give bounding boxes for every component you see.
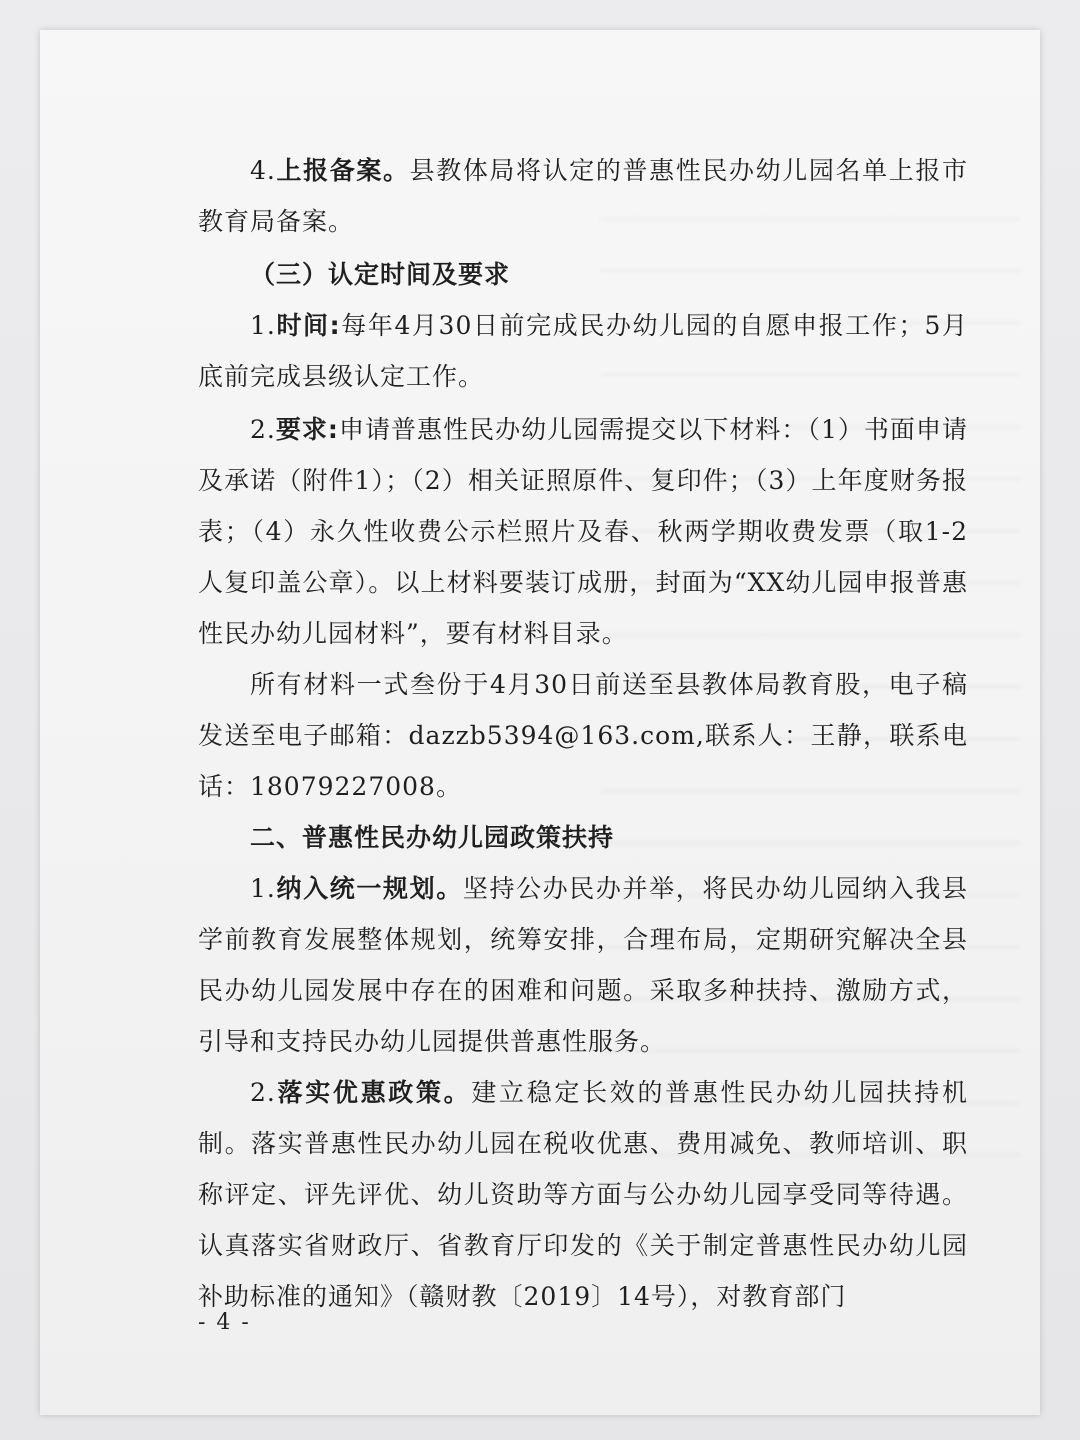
item-keyword: 纳入统一规划。 [275,874,463,903]
item-number: 1. [250,874,276,903]
paragraph-submission: 所有材料一式叁份于4月30日前送至县教体局教育股，电子稿发送至电子邮箱：dazzb5394@163.com,联系人：王静，联系电话：18079227008。 [198,670,968,801]
section-heading-three: （三）认定时间及要求 [250,260,511,289]
item-text: 县教体局将认定的普惠性民办幼儿园名单上报市教育局备案。 [198,156,968,236]
item-text: 建立稳定长效的普惠性民办幼儿园扶持机制。落实普惠性民办幼儿园在税收优惠、费用减免、教师培训、职称评定、评先评优、幼儿资助等方面与公办幼儿园享受同等待遇。认真落实省财政厅、省教育厅印发的《关于制定普惠性民办幼儿园补助标准的通知》（赣财教〔2019〕14号），对教育部门 [198,1078,968,1311]
item-keyword: 要求: [275,415,339,444]
paragraph-unified-planning [198,863,968,1067]
item-keyword: 落实优惠政策。 [275,1078,472,1107]
item-number: 1. [250,311,276,340]
page-number: - 4 - [198,1310,251,1335]
item-number: 2. [250,415,276,444]
item-keyword: 上报备案。 [275,156,410,185]
paragraph-requirements [198,404,968,659]
item-text: 每年4月30日前完成民办幼儿园的自愿申报工作；5月底前完成县级认定工作。 [198,311,969,391]
item-text: 坚持公办民办并举，将民办幼儿园纳入我县学前教育发展整体规划，统筹安排，合理布局，定期研究解决全县民办幼儿园发展中存在的困难和问题。采取多种扶持、激励方式，引导和支持民办幼儿园提供普惠性服务。 [198,874,968,1056]
document-body [198,145,968,1322]
item-text: 申请普惠性民办幼儿园需提交以下材料：（1）书面申请及承诺（附件1）；（2）相关证照原件、复印件；（3）上年度财务报表；（4）永久性收费公示栏照片及春、秋两学期收费发票（取1-2人复印盖公章）。以上材料要装订成册，封面为“XX幼儿园申报普惠性民办幼儿园材料”，要有材料目录。 [198,415,968,648]
item-keyword: 时间: [275,311,341,340]
section-heading-two: 二、普惠性民办幼儿园政策扶持 [250,823,615,852]
paragraph-time [198,300,968,402]
item-number: 4. [250,156,276,185]
item-number: 2. [250,1078,276,1107]
paragraph-report-filing [198,145,968,247]
paragraph-preferential-policy [198,1067,968,1322]
